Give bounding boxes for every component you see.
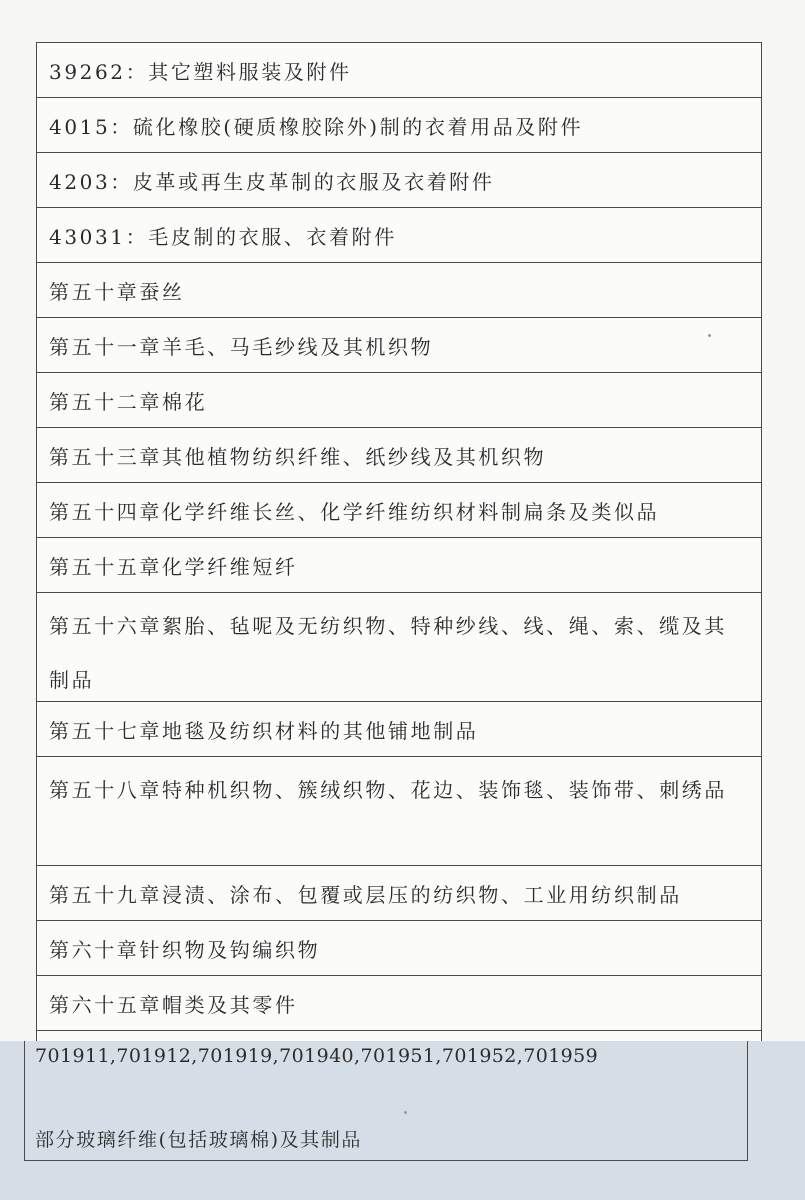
- table-row: [37, 373, 761, 428]
- row-text: 第五十九章浸渍、涂布、包覆或层压的纺织物、工业用纺织制品: [49, 882, 682, 907]
- row-text: 4015：硫化橡胶(硬质橡胶除外)制的衣着用品及附件: [49, 114, 584, 139]
- table-row: [37, 153, 761, 208]
- table-row: [37, 538, 761, 593]
- table-row: [37, 318, 761, 373]
- row-text: 第五十六章絮胎、毡呢及无纺织物、特种纱线、线、绳、索、缆及其制品: [49, 614, 727, 692]
- row-text: 4203：皮革或再生皮革制的衣服及衣着附件: [49, 169, 495, 194]
- code-cell: [24, 1041, 748, 1161]
- table-row: [37, 483, 761, 538]
- scanned-overlay-strip: [0, 1041, 805, 1200]
- scan-speck: [404, 1111, 407, 1114]
- row-text: 39262：其它塑料服装及附件: [49, 59, 352, 84]
- row-text: 43031：毛皮制的衣服、衣着附件: [49, 224, 397, 249]
- scan-speck: [708, 334, 711, 337]
- row-text: 第五十七章地毯及纺织材料的其他铺地制品: [49, 718, 479, 743]
- table-row: [37, 702, 761, 757]
- chapter-table: [36, 42, 762, 1045]
- row-text: 第五十八章特种机织物、簇绒织物、花边、装饰毯、装饰带、刺绣品: [49, 778, 727, 802]
- table-row: [37, 98, 761, 153]
- row-text: 第六十五章帽类及其零件: [49, 992, 298, 1017]
- row-text: 第五十五章化学纤维短纤: [49, 554, 298, 579]
- row-text: 第五十一章羊毛、马毛纱线及其机织物: [49, 334, 434, 359]
- table-row: [37, 976, 761, 1031]
- table-row: [37, 43, 761, 98]
- table-row: [37, 208, 761, 263]
- table-row: [37, 593, 761, 702]
- table-row: [37, 263, 761, 318]
- table-row: [37, 428, 761, 483]
- codes-description: 部分玻璃纤维(包括玻璃棉)及其制品: [35, 1129, 363, 1151]
- row-text: 第五十四章化学纤维长丝、化学纤维纺织材料制扁条及类似品: [49, 499, 660, 524]
- table-row: [37, 757, 761, 866]
- table-row: [37, 866, 761, 921]
- row-text: 第六十章针织物及钩编织物: [49, 937, 321, 962]
- row-text: 第五十二章棉花: [49, 389, 208, 414]
- row-text: 第五十三章其他植物纺织纤维、纸纱线及其机织物: [49, 444, 547, 469]
- hs-codes: 701911,701912,701919,701940,701951,701952,701959: [35, 1045, 599, 1067]
- table-row: [37, 921, 761, 976]
- row-text: 第五十章蚕丝: [49, 279, 185, 304]
